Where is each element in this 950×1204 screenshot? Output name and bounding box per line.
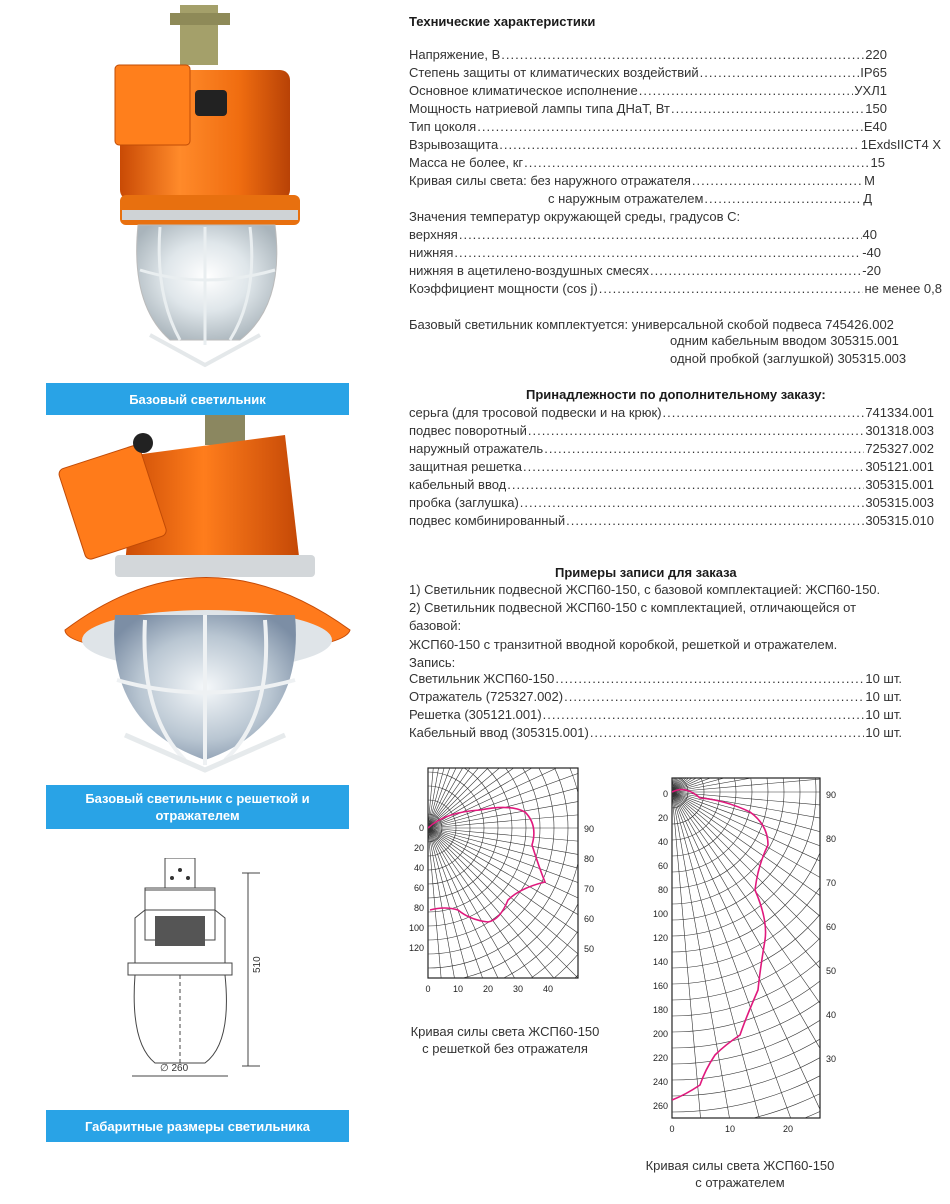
bottom-tick-label: 10 <box>724 1124 736 1134</box>
accessory-label: наружный отражатель <box>409 441 544 456</box>
accessory-row <box>409 494 934 512</box>
grid-ray <box>672 770 850 792</box>
kit-line2: одним кабельным вводом 305315.001 <box>670 333 899 348</box>
order-line4: ЖСП60-150 с транзитной вводной коробкой, решеткой и отражателем. <box>409 637 838 652</box>
grid-ray <box>428 760 610 828</box>
photo2-caption <box>46 785 349 829</box>
spec-label: Кривая силы света: без наружного отражателя <box>409 173 691 188</box>
grid-ray <box>672 770 850 792</box>
bottom-tick-label: 20 <box>782 1124 794 1134</box>
grid-ray <box>672 770 850 792</box>
grid-ring <box>400 760 582 982</box>
grid-ray <box>428 828 610 1000</box>
spec-row <box>409 118 887 136</box>
spec-row <box>548 190 872 208</box>
grid-ray <box>672 770 850 792</box>
angle-tick-label: 80 <box>826 834 837 844</box>
spec-row <box>409 64 887 82</box>
luminaire-with-reflector-photo <box>55 415 355 785</box>
accessory-row <box>409 512 934 530</box>
bottom-tick-label: 40 <box>542 984 554 994</box>
spec-row <box>409 172 875 190</box>
left-tick-label: 0 <box>662 789 668 799</box>
spec-row <box>409 154 885 172</box>
chart2-caption <box>630 1157 850 1191</box>
temp-row <box>409 244 881 262</box>
grid-ray <box>672 792 850 947</box>
accessory-row <box>409 476 934 494</box>
grid-ray <box>428 828 610 1000</box>
grid-ray <box>672 770 850 792</box>
spec-row <box>409 100 887 118</box>
grid-ray <box>672 792 827 1150</box>
grid-ring <box>640 770 848 968</box>
grid-ray <box>428 760 583 828</box>
spec-row <box>409 136 941 154</box>
bottom-tick-label: 10 <box>452 984 464 994</box>
base-luminaire-photo <box>100 5 310 375</box>
order-title: Примеры записи для заказа <box>555 565 737 580</box>
order-item: Кабельный ввод (305315.001) <box>409 725 589 740</box>
angle-tick-label: 90 <box>584 824 595 834</box>
specs-title: Технические характеристики <box>409 14 596 29</box>
diameter-dimension-label: ∅ 260 <box>160 1063 189 1074</box>
temp-row <box>409 262 881 280</box>
grid-ray <box>672 770 850 792</box>
grid-ring <box>400 760 568 968</box>
order-item: Решетка (305121.001) <box>409 707 542 722</box>
temp-value: -40 <box>862 245 881 260</box>
temp-row <box>409 280 942 298</box>
grid-ray <box>672 770 850 792</box>
order-row <box>409 724 902 742</box>
left-tick-label: 180 <box>652 1005 668 1015</box>
angle-tick-label: 40 <box>826 1010 837 1020</box>
photo3-caption: Габаритные размеры светильника <box>46 1110 349 1142</box>
left-tick-label: 20 <box>657 813 668 823</box>
order-item: Светильник ЖСП60-150 <box>409 671 555 686</box>
bottom-tick-label: 0 <box>669 1124 675 1134</box>
angle-tick-label: 50 <box>584 944 595 954</box>
bottom-tick-label: 20 <box>482 984 494 994</box>
grid-ray <box>428 828 610 1000</box>
order-qty: 10 шт. <box>865 689 902 704</box>
temp-row <box>409 226 877 244</box>
left-tick-label: 220 <box>652 1053 668 1063</box>
left-tick-label: 60 <box>657 861 668 871</box>
angle-tick-label: 70 <box>584 884 595 894</box>
left-tick-label: 160 <box>652 981 668 991</box>
spec-value: 150 <box>865 101 887 116</box>
spec-label: с наружным отражателем <box>548 191 704 206</box>
grid-ray <box>672 770 850 792</box>
bottom-tick-label: 0 <box>425 984 431 994</box>
accessory-code: 305121.001 <box>865 459 934 474</box>
chart1-caption-line1: Кривая силы света ЖСП60-150 <box>410 1024 600 1039</box>
temp-label: Коэффициент мощности (cos j) <box>409 281 598 296</box>
spec-label: Напряжение, В <box>409 47 501 62</box>
angle-tick-label: 50 <box>826 966 837 976</box>
dimension-drawing <box>120 858 280 1083</box>
accessory-code: 725327.002 <box>865 441 934 456</box>
left-tick-label: 80 <box>413 903 424 913</box>
order-row <box>409 670 902 688</box>
accessory-label: защитная решетка <box>409 459 523 474</box>
accessory-row <box>409 404 934 422</box>
accessory-code: 305315.010 <box>865 513 934 528</box>
left-tick-label: 260 <box>652 1101 668 1111</box>
accessory-label: подвес комбинированный <box>409 513 566 528</box>
left-tick-label: 80 <box>657 885 668 895</box>
left-tick-label: 40 <box>657 837 668 847</box>
height-dimension-label: 510 <box>252 956 263 973</box>
angle-tick-label: 60 <box>584 914 595 924</box>
light-curve-chart-1 <box>400 760 610 1000</box>
grid-ray <box>428 828 610 1000</box>
order-line5: Запись: <box>409 655 456 670</box>
photo1-caption: Базовый светильник <box>46 383 349 415</box>
chart1-caption-line2: с решеткой без отражателя <box>422 1041 588 1056</box>
spec-label: Степень защиты от климатических воздействий <box>409 65 699 80</box>
kit-line3: одной пробкой (заглушкой) 305315.003 <box>670 351 907 366</box>
temp-value: 40 <box>862 227 877 242</box>
order-row <box>409 706 902 724</box>
temperature-title: Значения температур окружающей среды, градусов С: <box>409 209 741 224</box>
angle-tick-label: 60 <box>826 922 837 932</box>
grid-ray <box>672 770 850 792</box>
temp-label: верхняя <box>409 227 458 242</box>
accessory-label: серьга (для тросовой подвески и на крюк) <box>409 405 662 420</box>
grid-ray <box>428 828 610 1000</box>
grid-ray <box>672 770 850 792</box>
grid-ray <box>428 828 610 1000</box>
order-qty: 10 шт. <box>865 707 902 722</box>
accessory-row <box>409 440 934 458</box>
grid-ray <box>428 828 610 1000</box>
accessory-label: пробка (заглушка) <box>409 495 519 510</box>
grid-ray <box>672 770 850 792</box>
spec-label: Мощность натриевой лампы типа ДНаТ, Вт <box>409 101 670 116</box>
left-tick-label: 120 <box>652 933 668 943</box>
left-tick-label: 0 <box>418 823 424 833</box>
grid-ray <box>428 828 610 1000</box>
chart1-caption <box>395 1023 615 1057</box>
chart-frame <box>672 778 820 1118</box>
kit-line1: Базовый светильник комплектуется: универсальной скобой подвеса 745426.002 <box>409 317 894 332</box>
temp-label: нижняя <box>409 245 454 260</box>
accessories-title: Принадлежности по дополнительному заказу: <box>526 387 826 402</box>
spec-value: М <box>864 173 875 188</box>
order-qty: 10 шт. <box>865 725 902 740</box>
grid-ray <box>428 828 583 1000</box>
grid-ray <box>672 770 850 792</box>
temp-value: -20 <box>862 263 881 278</box>
grid-ray <box>428 828 610 1000</box>
spec-row <box>409 82 887 100</box>
left-tick-label: 100 <box>652 909 668 919</box>
spec-value: IP65 <box>860 65 887 80</box>
angle-tick-label: 90 <box>826 790 837 800</box>
left-tick-label: 140 <box>652 957 668 967</box>
spec-label: Взрывозащита <box>409 137 499 152</box>
order-line2: 2) Светильник подвесной ЖСП60-150 с комплектацией, отличающейся от <box>409 600 857 615</box>
left-tick-label: 20 <box>413 843 424 853</box>
accessory-code: 741334.001 <box>865 405 934 420</box>
grid-ray <box>672 792 850 844</box>
order-item: Отражатель (725327.002) <box>409 689 564 704</box>
light-curve-chart-2 <box>640 770 850 1150</box>
accessory-code: 301318.003 <box>865 423 934 438</box>
grid-ray <box>428 828 610 1000</box>
grid-ray <box>428 828 610 880</box>
order-qty: 10 шт. <box>865 671 902 686</box>
order-line1: 1) Светильник подвесной ЖСП60-150, с базовой комплектацией: ЖСП60-150. <box>409 582 881 597</box>
spec-label: Тип цоколя <box>409 119 477 134</box>
spec-label: Масса не более, кг <box>409 155 524 170</box>
spec-value: Е40 <box>863 119 887 134</box>
left-tick-label: 120 <box>408 943 424 953</box>
photo2-caption-line1: Базовый светильник с решеткой и <box>85 791 310 806</box>
grid-ray <box>672 770 850 792</box>
order-row <box>409 688 902 706</box>
chart2-caption-line1: Кривая силы света ЖСП60-150 <box>645 1158 835 1173</box>
temp-value: не менее 0,8 <box>864 281 942 296</box>
spec-value: 15 <box>870 155 885 170</box>
spec-row <box>409 46 887 64</box>
accessory-row <box>409 458 934 476</box>
spec-value: 220 <box>865 47 887 62</box>
accessory-label: кабельный ввод <box>409 477 507 492</box>
photo2-caption-line2: отражателем <box>155 808 240 823</box>
left-tick-label: 40 <box>413 863 424 873</box>
spec-value: 1ExdsIICT4 X <box>860 137 941 152</box>
grid-ray <box>428 828 610 1000</box>
left-tick-label: 200 <box>652 1029 668 1039</box>
grid-ray <box>428 776 610 828</box>
angle-tick-label: 70 <box>826 878 837 888</box>
spec-value: Д <box>863 191 872 206</box>
order-line3: базовой: <box>409 618 462 633</box>
left-tick-label: 240 <box>652 1077 668 1087</box>
spec-value: УХЛ1 <box>854 83 887 98</box>
accessory-row <box>409 422 934 440</box>
grid-ray <box>428 828 532 1000</box>
left-tick-label: 60 <box>413 883 424 893</box>
grid-ray <box>672 770 850 792</box>
angle-tick-label: 30 <box>826 1054 837 1064</box>
accessory-label: подвес поворотный <box>409 423 527 438</box>
spec-label: Основное климатическое исполнение <box>409 83 638 98</box>
temp-label: нижняя в ацетилено-воздушных смесях <box>409 263 649 278</box>
bottom-tick-label: 30 <box>512 984 524 994</box>
grid-ring <box>400 760 498 898</box>
chart2-caption-line2: с отражателем <box>695 1175 785 1190</box>
angle-tick-label: 80 <box>584 854 595 864</box>
accessory-code: 305315.001 <box>865 477 934 492</box>
accessory-code: 305315.003 <box>865 495 934 510</box>
left-tick-label: 100 <box>408 923 424 933</box>
